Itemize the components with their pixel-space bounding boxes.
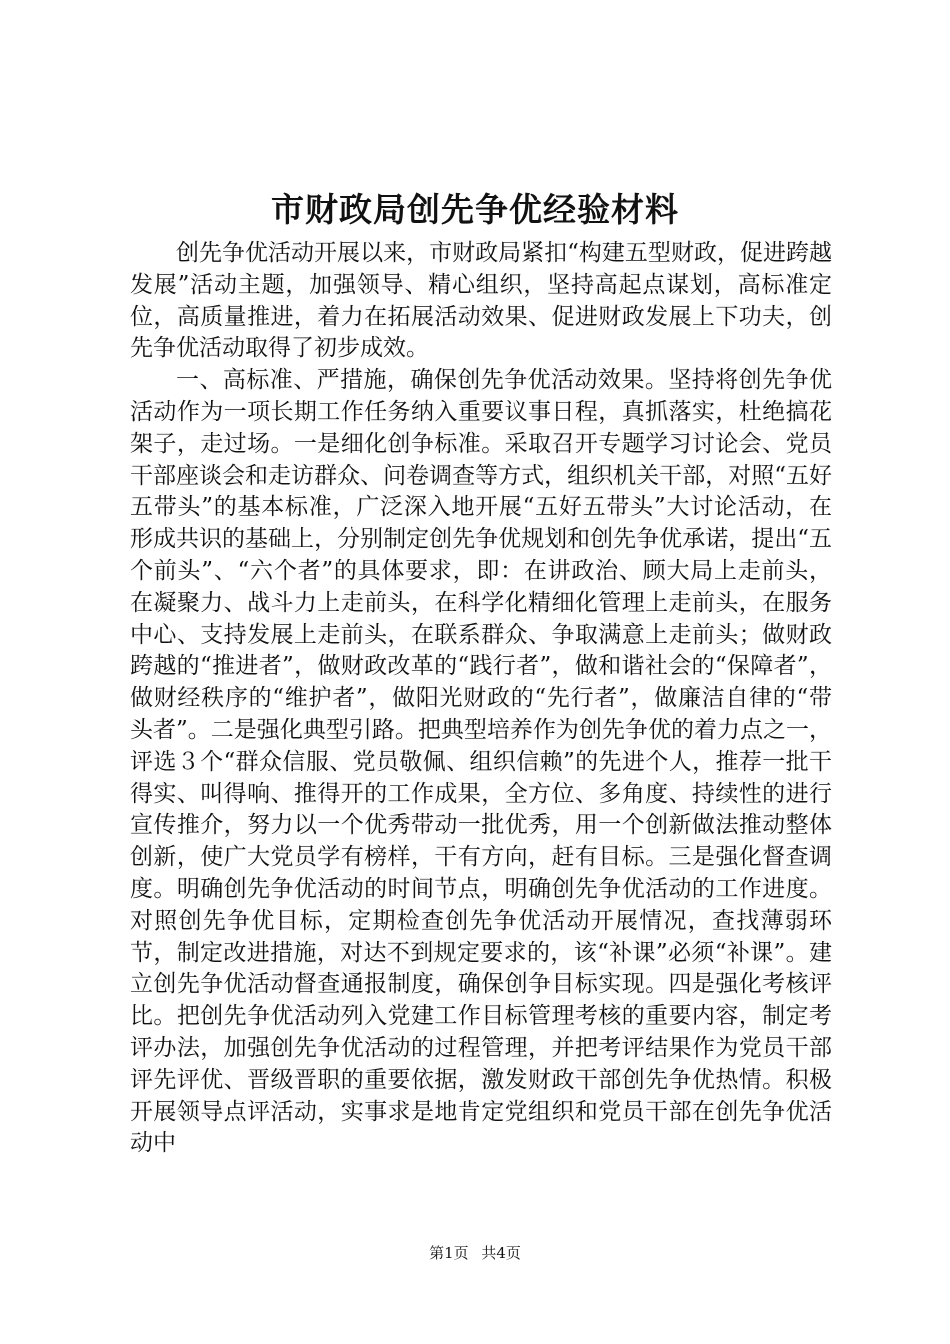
- page-footer: [0, 1243, 950, 1263]
- paragraph-intro: 创先争优活动开展以来，市财政局紧扣“构建五型财政，促进跨越发展”活动主题，加强领导、精心组织，坚持高起点谋划，高标准定位，高质量推进，着力在拓展活动效果、促进财政发展上下功夫，创先争优活动取得了初步成效。: [130, 240, 832, 362]
- document-body: [130, 238, 832, 1160]
- page-total: 共4页: [481, 1244, 521, 1262]
- paragraph-section-one: 一、高标准、严措施，确保创先争优活动效果。坚持将创先争优活动作为一项长期工作任务纳入重要议事日程，真抓落实，杜绝搞花架子，走过场。一是细化创争标准。采取召开专题学习讨论会、党员干部座谈会和走访群众、问卷调查等方式，组织机关干部，对照“五好五带头”的基本标准，广泛深入地开展“五好五带头”大讨论活动，在形成共识的基础上，分别制定创先争优规划和创先争优承诺，提出“五个前头”、“六个者”的具体要求，即：在讲政治、顾大局上走前头，在凝聚力、战斗力上走前头，在科学化精细化管理上走前头，在服务中心、支持发展上走前头，在联系群众、争取满意上走前头；做财政跨越的“推进者”，做财政改革的“践行者”，做和谐社会的“保障者”，做财经秩序的“维护者”，做阳光财政的“先行者”，做廉洁自律的“带头者”。二是强化典型引路。把典型培养作为创先争优的着力点之一，评选３个“群众信服、党员敬佩、组织信赖”的先进个人，推荐一批干得实、叫得响、推得开的工作成果，全方位、多角度、持续性的进行宣传推介，努力以一个优秀带动一批优秀，用一个创新做法推动整体创新，使广大党员学有榜样，干有方向，赶有目标。三是强化督查调度。明确创先争优活动的时间节点，明确创先争优活动的工作进度。对照创先争优目标，定期检查创先争优活动开展情况，查找薄弱环节，制定改进措施，对达不到规定要求的，该“补课”必须“补课”。建立创先争优活动督查通报制度，确保创争目标实现。四是强化考核评比。把创先争优活动列入党建工作目标管理考核的重要内容，制定考评办法，加强创先争优活动的过程管理，并把考评结果作为党员干部评先评优、晋级晋职的重要依据，激发财政干部创先争优热情。积极开展领导点评活动，实事求是地肯定党组织和党员干部在创先争优活动中: [130, 367, 832, 1157]
- page-number: 第1页: [429, 1244, 469, 1262]
- document-title: 市财政局创先争优经验材料: [271, 190, 679, 229]
